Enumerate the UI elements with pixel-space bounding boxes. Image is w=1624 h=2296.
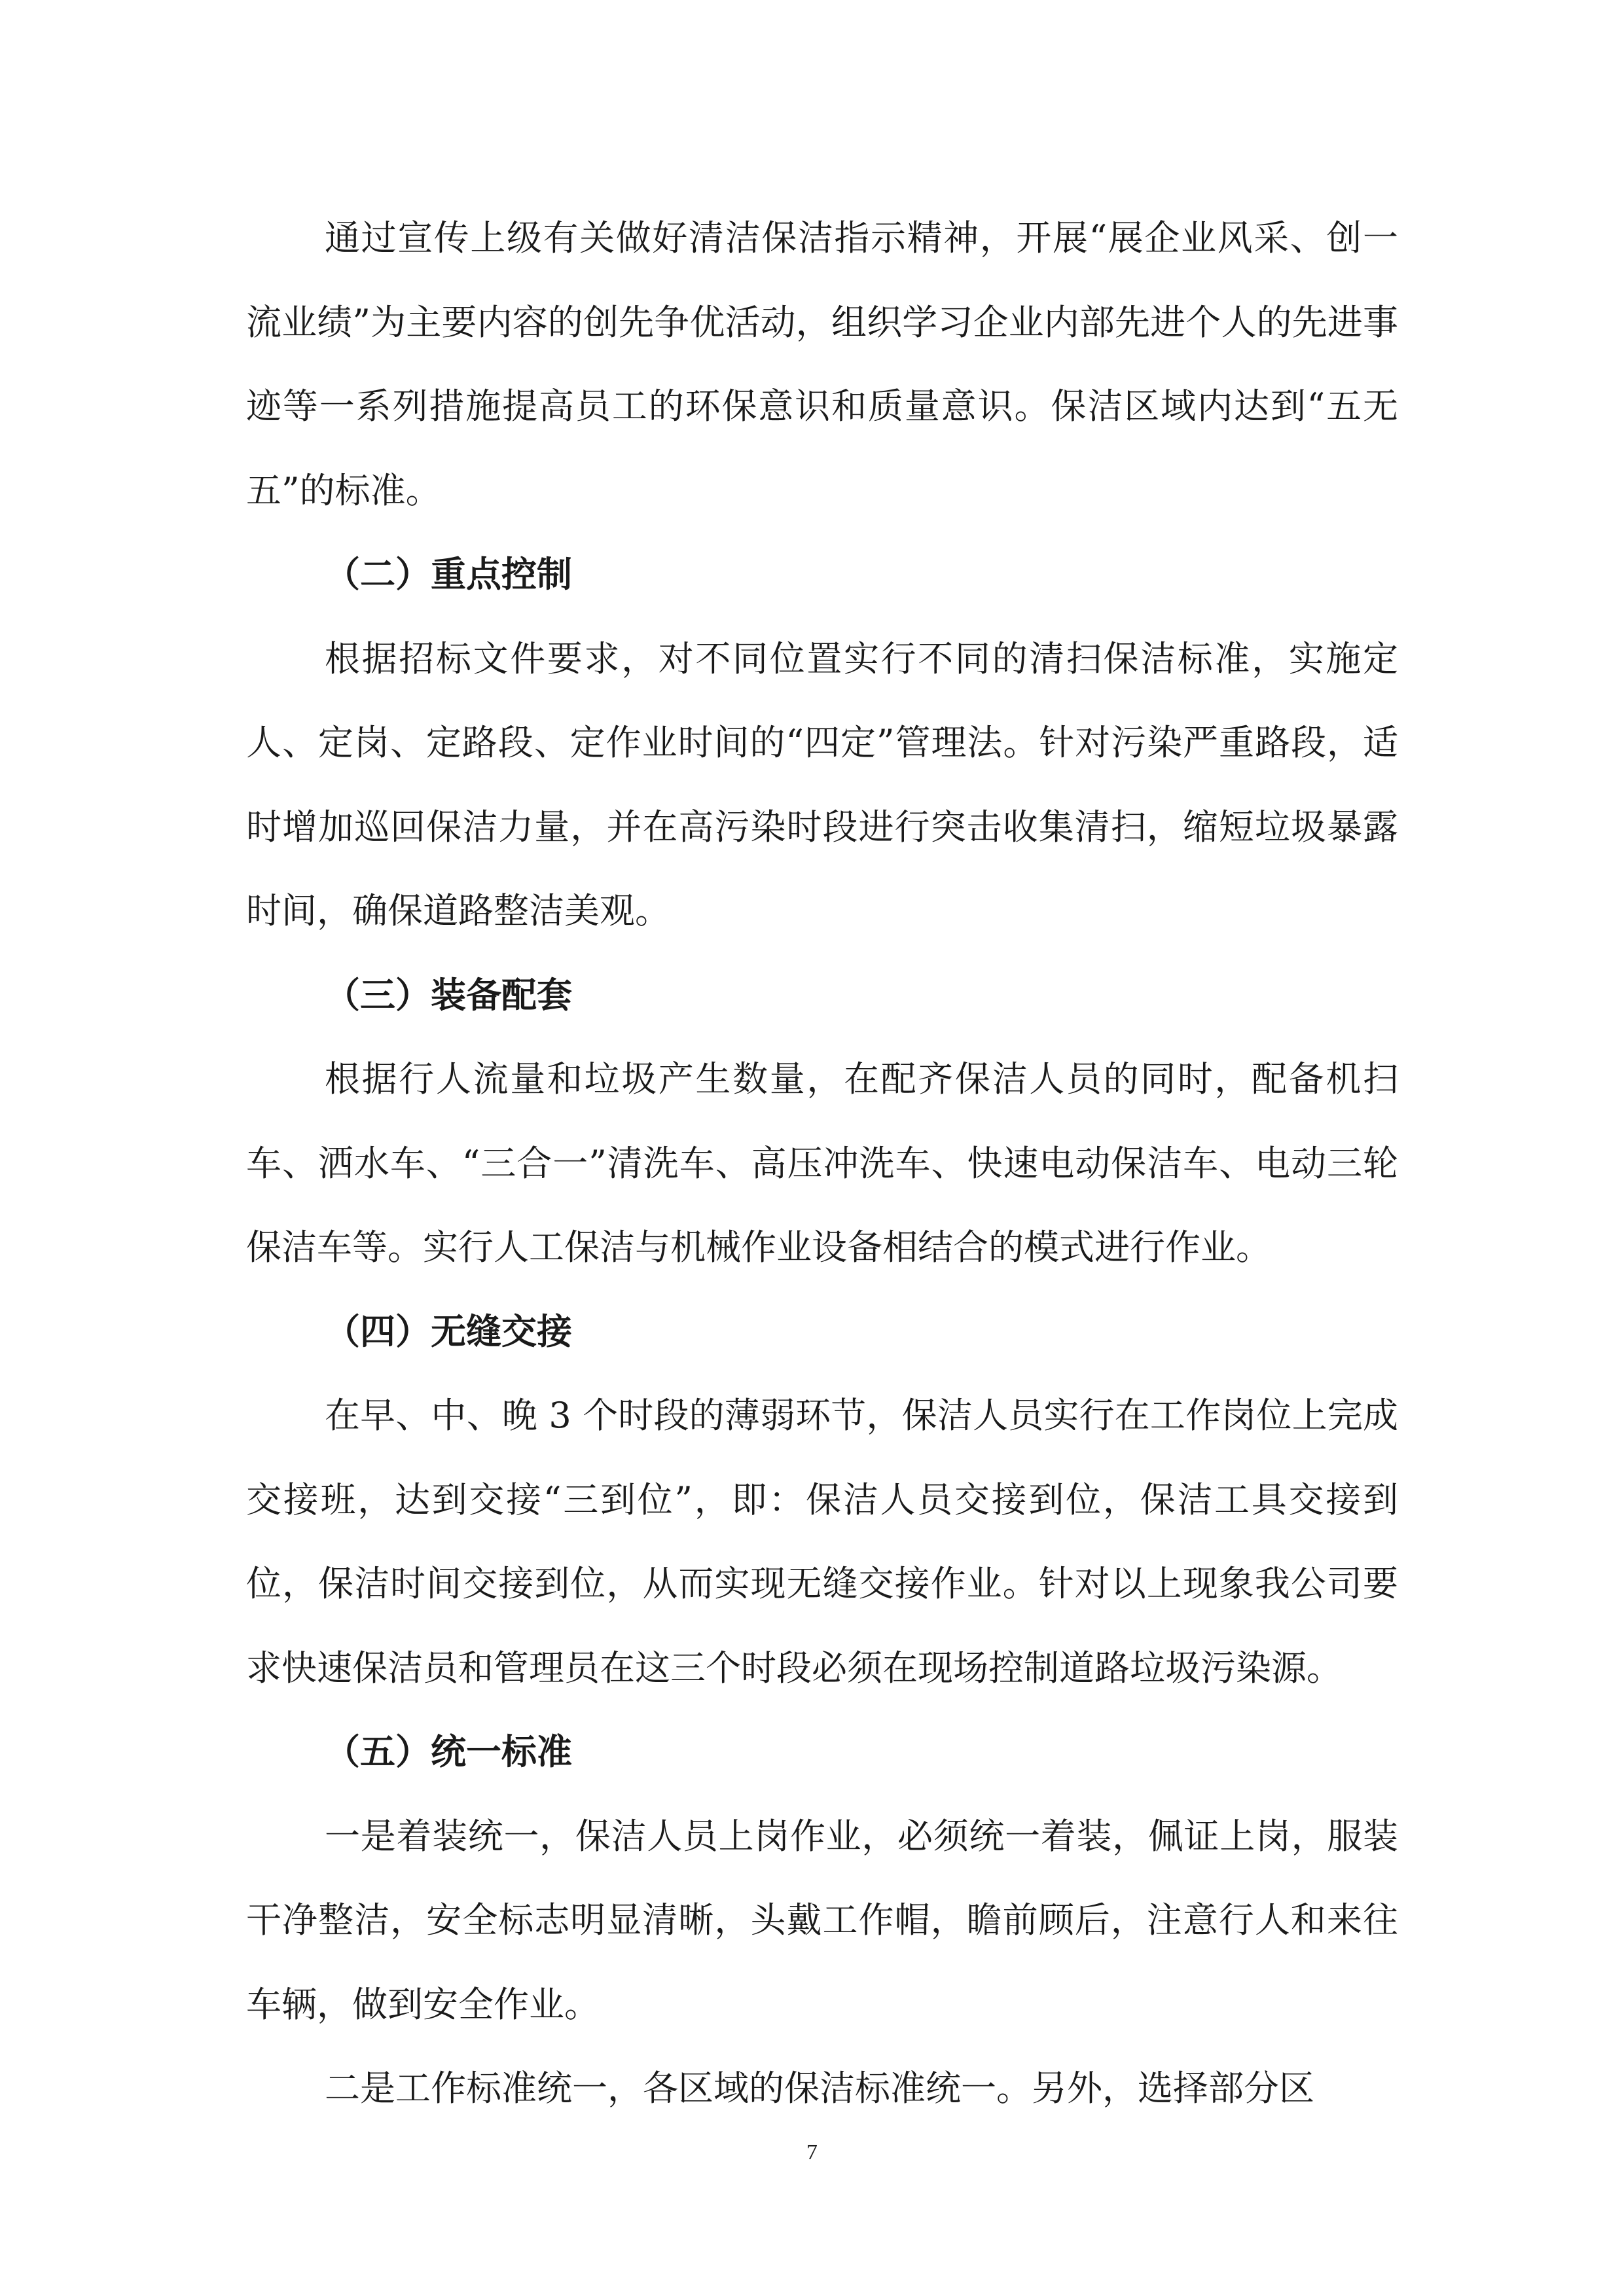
paragraph-handover: 在早、中、晚 3 个时段的薄弱环节，保洁人员实行在工作岗位上完成交接班，达到交接“三到位”，即：保洁人员交接到位，保洁工具交接到位，保洁时间交接到位，从而实现无缝交接作业。针对以上现象我公司要求快速保洁员和管理员在这三个时段必须在现场控制道路垃圾污染源。: [246, 1395, 1398, 1689]
section-heading-standards: （五）统一标准: [325, 1731, 572, 1772]
paragraph-key-control: 根据招标文件要求，对不同位置实行不同的清扫保洁标准，实施定人、定岗、定路段、定作业时间的“四定”管理法。针对污染严重路段，适时增加巡回保洁力量，并在高污染时段进行突击收集清扫，缩短垃圾暴露时间，确保道路整洁美观。: [246, 637, 1398, 931]
section-heading-handover: （四）无缝交接: [325, 1310, 572, 1352]
section-heading-equipment: （三）装备配套: [325, 974, 572, 1016]
paragraph-equipment: 根据行人流量和垃圾产生数量，在配齐保洁人员的同时，配备机扫车、洒水车、“三合一”清洗车、高压冲洗车、快速电动保洁车、电动三轮保洁车等。实行人工保洁与机械作业设备相结合的模式进行作业。: [246, 1058, 1398, 1268]
paragraph-uniform-standard: 一是着装统一，保洁人员上岗作业，必须统一着装，佩证上岗，服装干净整洁，安全标志明显清晰，头戴工作帽，瞻前顾后，注意行人和来往车辆，做到安全作业。: [246, 1815, 1398, 2025]
document-body: [246, 196, 1398, 2131]
page-number: 7: [806, 2140, 818, 2164]
section-heading-key-control: （二）重点控制: [325, 554, 572, 595]
paragraph-intro: 通过宣传上级有关做好清洁保洁指示精神，开展“展企业风采、创一流业绩”为主要内容的创先争优活动，组织学习企业内部先进个人的先进事迹等一系列措施提高员工的环保意识和质量意识。保洁区域内达到“五无五”的标准。: [246, 217, 1398, 511]
paragraph-work-standard: 二是工作标准统一，各区域的保洁标准统一。另外，选择部分区: [325, 2068, 1314, 2109]
